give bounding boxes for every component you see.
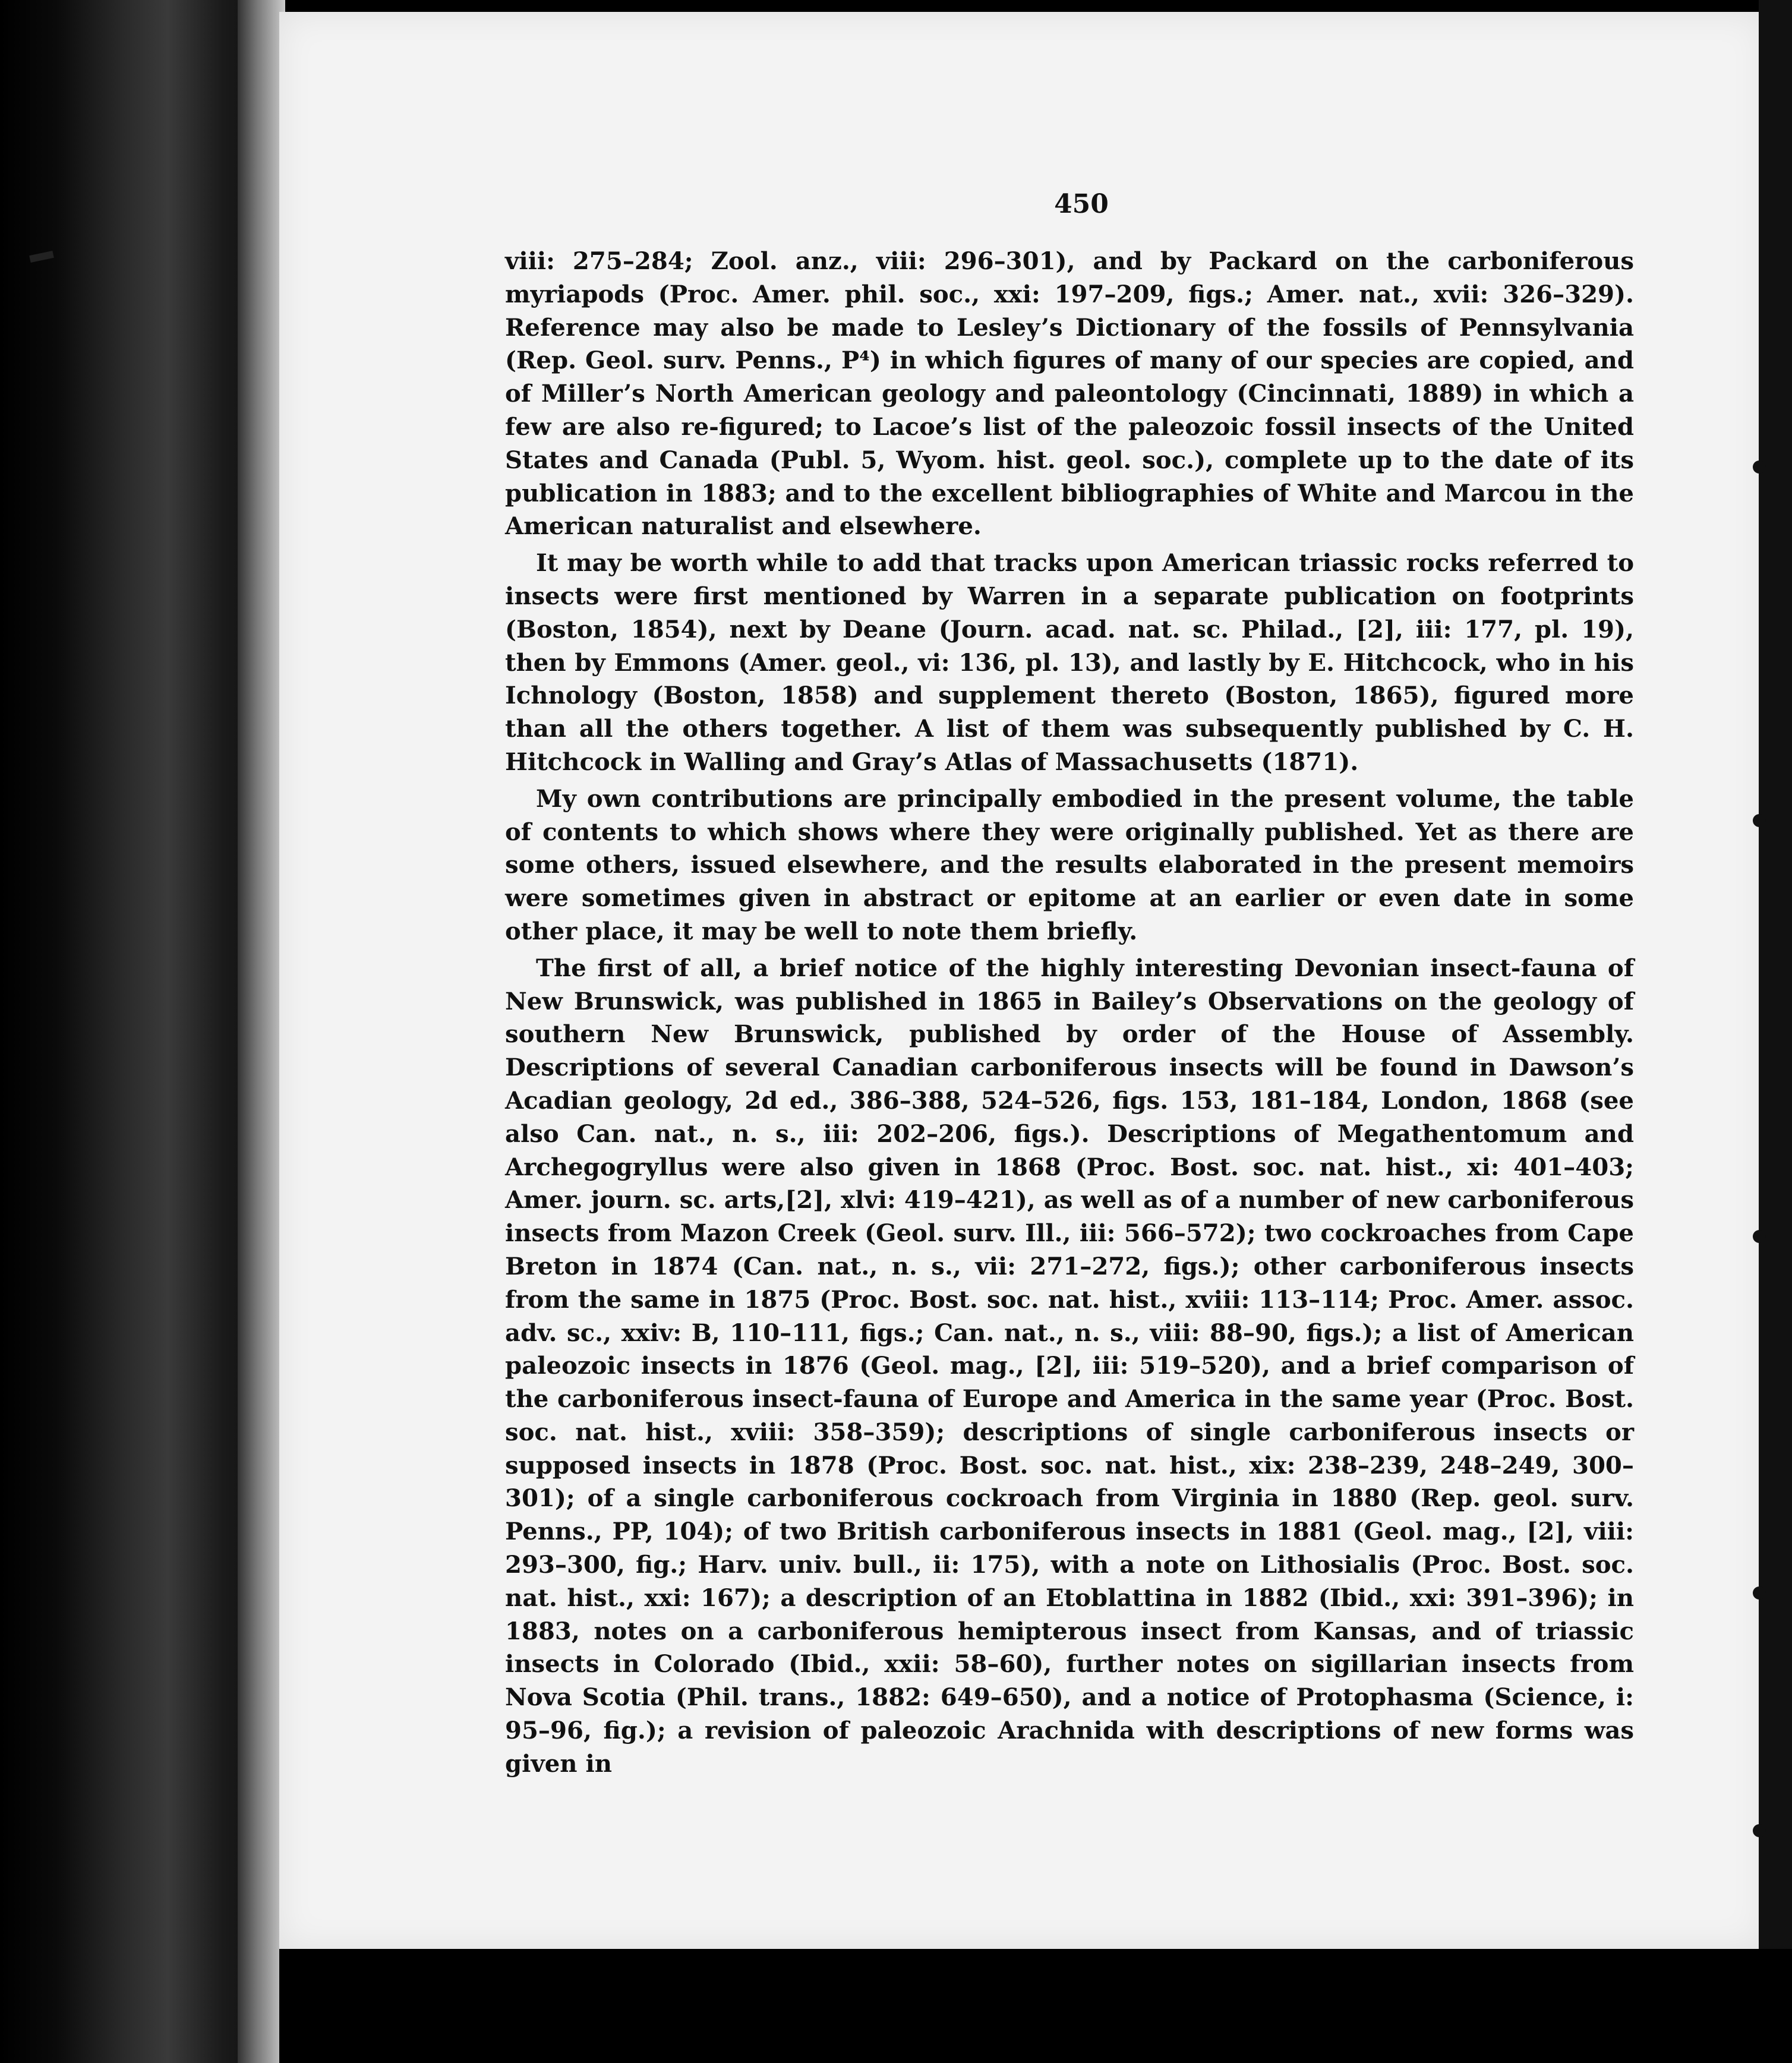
paragraph-1: viii: 275–284; Zool. anz., viii: 296–301), and by Packard on the carboniferous myriapods (Proc. Amer. phil. soc., xxi: 197–209, figs.; Amer. nat., xvii: 326–329). Reference may also be made to Lesley’s Dictionary of the fossils of Pennsylvania (Rep. Geol. surv. Penns., P⁴) in which figures of many of our species are copied, and of Miller’s North American geology and paleontology (Cincinnati, 1889) in which a few are also re-figured; to Lacoe’s list of the paleozoic fossil insects of the United States and Canada (Publ. 5, Wyom. hist. geol. soc.), complete up to the date of its publication in 1883; and to the excellent bibliographies of White and Marcou in the American naturalist and elsewhere. [505, 247, 1634, 541]
margin-mark-1 [1753, 460, 1766, 474]
page-number: 450 [1054, 189, 1109, 219]
body-text [505, 245, 1634, 1784]
paragraph-3: My own contributions are principally embodied in the present volume, the table of contents to which shows where they were originally published. Yet as there are some others, issued elsewhere, and the results elaborated in the present memoirs were sometimes given in abstract or epitome at an earlier or even date in some other place, it may be well to note them briefly. [505, 784, 1634, 945]
margin-mark-5 [1753, 1824, 1766, 1837]
bottom-margin [279, 1949, 1792, 2063]
margin-mark-2 [1753, 814, 1766, 827]
margin-mark-3 [1753, 1230, 1766, 1243]
margin-mark-4 [1753, 1586, 1766, 1600]
right-margin-strip [1759, 0, 1792, 2063]
paragraph-4: The first of all, a brief notice of the highly interesting Devonian insect-fauna of New Brunswick, was published in 1865 in Bailey’s Observations on the geology of southern New Brunswick, published by order of the House of Assembly. Descriptions of several Canadian carboniferous insects will be found in Dawson’s Acadian geology, 2d ed., 386–388, 524–526, figs. 153, 181–184, London, 1868 (see also Can. nat., n. s., iii: 202–206, figs.). Descriptions of Megathentomum and Archegogryllus were also given in 1868 (Proc. Bost. soc. nat. hist., xi: 401–403; Amer. journ. sc. arts,[2], xlvi: 419–421), as well as of a number of new carboniferous insects from Mazon Creek (Geol. surv. Ill., iii: 566–572); two cockroaches from Cape Breton in 1874 (Can. nat., n. s., vii: 271–272, figs.); other carboniferous insects from the same in 1875 (Proc. Bost. soc. nat. hist., xviii: 113–114; Proc. Amer. assoc. adv. sc., xxiv: B, 110–111, figs.; Can. nat., n. s., viii: 88–90, figs.); a list of American paleozoic insects in 1876 (Geol. mag., [2], iii: 519–520), and a brief comparison of the carboniferous insect-fauna of Europe and America in the same year (Proc. Bost. soc. nat. hist., xviii: 358–359); descriptions of single carboniferous insects or supposed insects in 1878 (Proc. Bost. soc. nat. hist., xix: 238–239, 248–249, 300–301); of a single carboniferous cockroach from Virginia in 1880 (Rep. geol. surv. Penns., PP, 104); of two British carboniferous insects in 1881 (Geol. mag., [2], viii: 293–300, fig.; Harv. univ. bull., ii: 175), with a note on Lithosialis (Proc. Bost. soc. nat. hist., xxi: 167); a description of an Etoblattina in 1882 (Ibid., xxi: 391–396); in 1883, notes on a carboniferous hemipterous insect from Kansas, and of triassic insects in Colorado (Ibid., xxii: 58–60), further notes on sigillarian insects from Nova Scotia (Phil. trans., 1882: 649–650), and a notice of Protophasma (Science, i: 95–96, fig.); a revision of paleozoic Arachnida with descriptions of new forms was given in [505, 954, 1634, 1778]
page-gutter-shadow [238, 0, 285, 2063]
paragraph-2: It may be worth while to add that tracks upon American triassic rocks referred to insects were first mentioned by Warren in a separate publication on footprints (Boston, 1854), next by Deane (Journ. acad. nat. sc. Philad., [2], iii: 177, pl. 19), then by Emmons (Amer. geol., vi: 136, pl. 13), and lastly by E. Hitchcock, who in his Ichnology (Boston, 1858) and supplement thereto (Boston, 1865), figured more than all the others together. A list of them was subsequently published by C. H. Hitchcock in Walling and Gray’s Atlas of Massachusetts (1871). [505, 549, 1634, 776]
